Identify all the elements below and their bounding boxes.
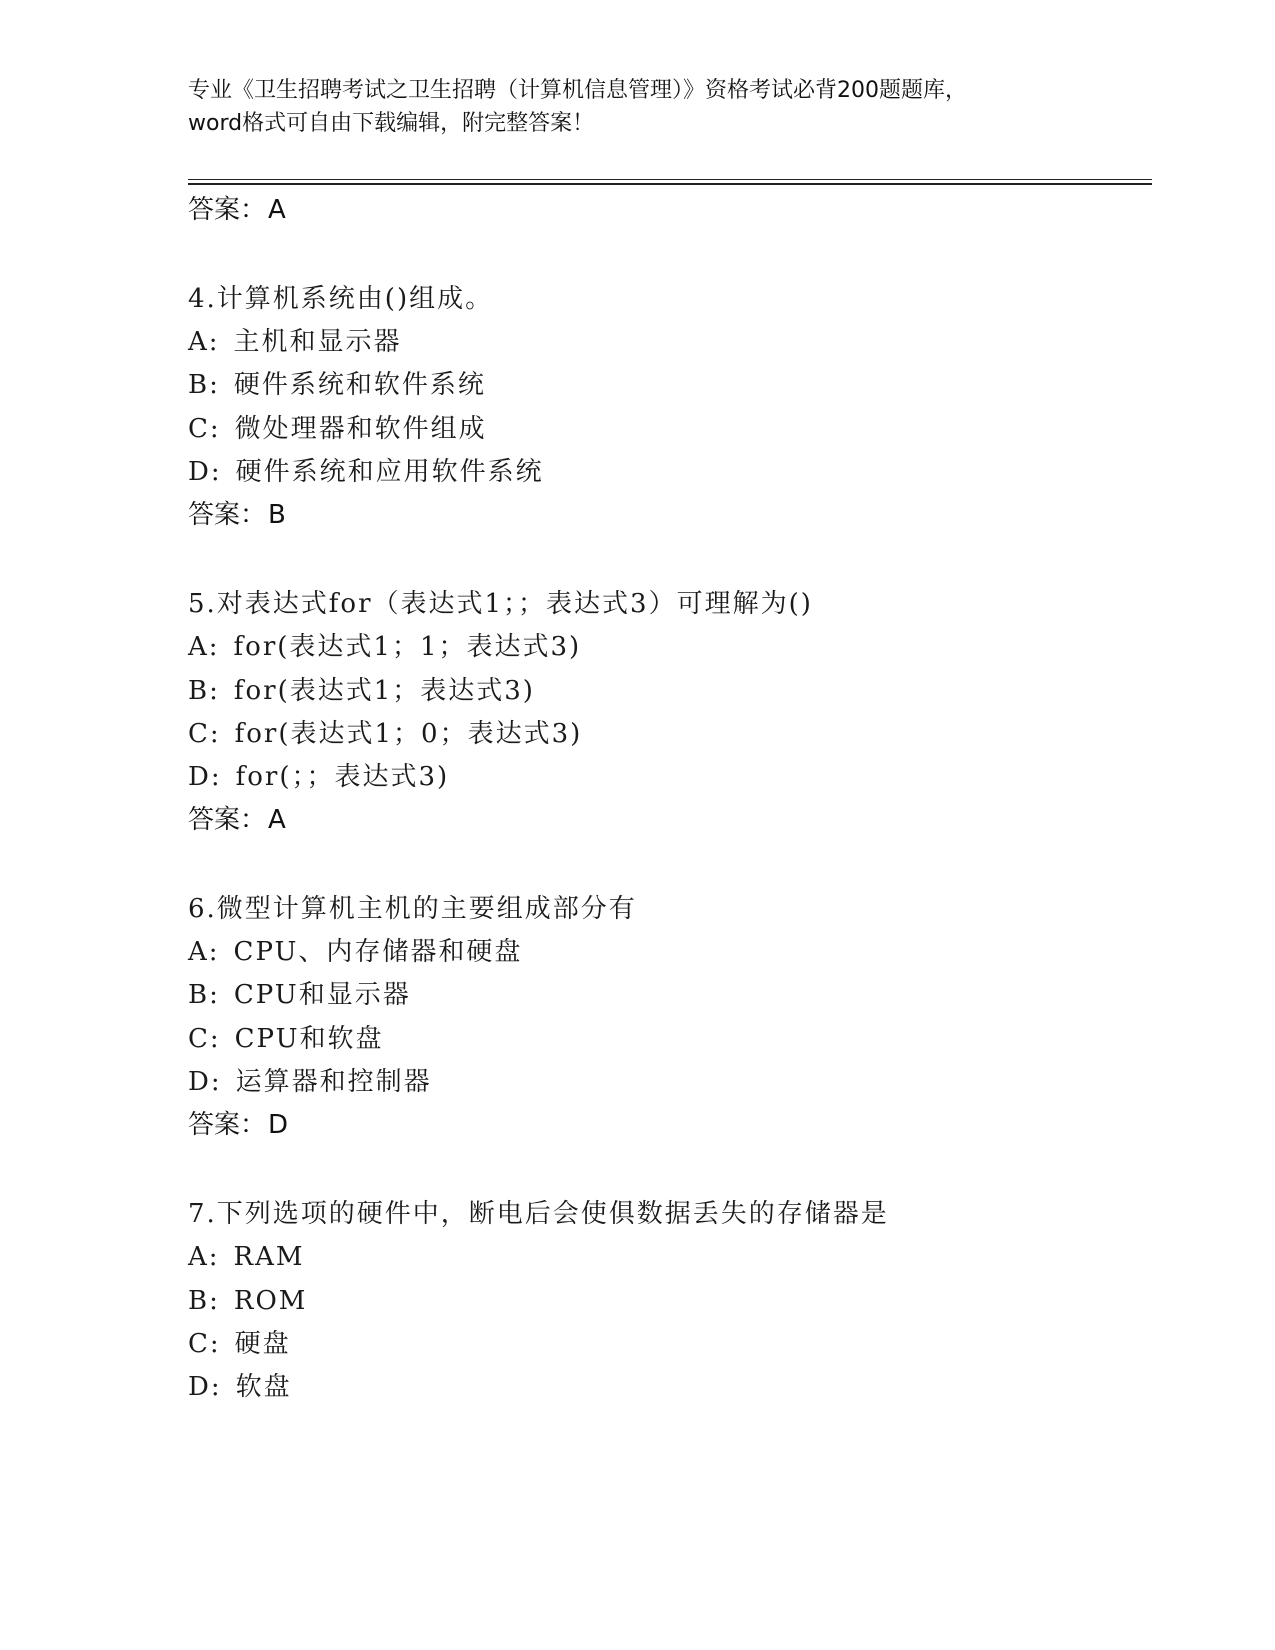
option-label: B: <box>188 1286 220 1316</box>
answer-line <box>188 1109 288 1141</box>
option-label: A: <box>188 632 220 662</box>
option-text: ROM <box>233 1286 308 1316</box>
option-text: RAM <box>233 1242 305 1272</box>
option-text: for(表达式1；表达式3) <box>233 676 535 706</box>
option-label: D: <box>188 762 222 792</box>
answer-label: 答案： <box>188 805 267 835</box>
option-label: B: <box>188 370 220 400</box>
option-line <box>188 1371 292 1403</box>
option-text: for(表达式1；0；表达式3) <box>234 719 583 749</box>
header-line-1: 专业《卫生招聘考试之卫生招聘（计算机信息管理）》资格考试必背200题题库， <box>188 78 967 103</box>
answer-value: A <box>268 195 286 225</box>
answer-value: D <box>268 1110 289 1140</box>
option-text: CPU、内存储器和硬盘 <box>233 937 523 967</box>
header-divider-thin <box>188 179 1152 180</box>
answer-line <box>188 499 286 531</box>
option-text: CPU和显示器 <box>233 980 411 1010</box>
option-line <box>188 675 535 707</box>
header-divider-thick <box>188 183 1152 185</box>
answer-value: B <box>268 500 286 530</box>
option-text: 硬盘 <box>234 1329 291 1359</box>
option-line <box>188 1285 307 1317</box>
option-label: B: <box>188 980 220 1010</box>
option-text: 硬件系统和软件系统 <box>233 370 486 400</box>
answer-label: 答案： <box>188 1110 267 1140</box>
option-label: A: <box>188 327 220 357</box>
option-label: A: <box>188 937 220 967</box>
option-label: C: <box>188 1329 221 1359</box>
option-text: for(表达式1；1；表达式3) <box>233 632 582 662</box>
question-stem: 6.微型计算机主机的主要组成部分有 <box>188 894 637 924</box>
answer-line <box>188 804 286 836</box>
option-text: CPU和软盘 <box>234 1024 384 1054</box>
option-label: D: <box>188 1372 222 1402</box>
header-line-2: word格式可自由下载编辑，附完整答案！ <box>188 111 595 136</box>
option-line <box>188 631 581 663</box>
option-label: C: <box>188 719 221 749</box>
answer-label: 答案： <box>188 195 267 225</box>
option-label: C: <box>188 1024 221 1054</box>
option-text: 运算器和控制器 <box>235 1067 432 1097</box>
option-line <box>188 1066 432 1098</box>
option-label: D: <box>188 1067 222 1097</box>
question-stem: 4.计算机系统由()组成。 <box>188 284 494 314</box>
document-header <box>188 74 1088 140</box>
option-text: 微处理器和软件组成 <box>234 414 487 444</box>
option-text: 硬件系统和应用软件系统 <box>235 457 544 487</box>
answer-line <box>188 194 286 226</box>
option-line <box>188 369 486 401</box>
option-line <box>188 326 402 358</box>
option-line <box>188 979 411 1011</box>
option-text: for(；；表达式3) <box>235 762 450 792</box>
option-line <box>188 936 522 968</box>
option-line <box>188 1023 384 1055</box>
option-label: B: <box>188 676 220 706</box>
question-stem: 7.下列选项的硬件中，断电后会使俱数据丢失的存储器是 <box>188 1199 889 1229</box>
option-label: A: <box>188 1242 220 1272</box>
option-line <box>188 761 449 793</box>
option-text: 软盘 <box>235 1372 292 1402</box>
option-line <box>188 718 582 750</box>
option-line <box>188 413 487 445</box>
question-stem: 5.对表达式for（表达式1；；表达式3）可理解为() <box>188 589 813 619</box>
option-line <box>188 1328 291 1360</box>
answer-label: 答案： <box>188 500 267 530</box>
option-line <box>188 1241 305 1273</box>
answer-value: A <box>268 805 286 835</box>
option-label: C: <box>188 414 221 444</box>
option-line <box>188 456 544 488</box>
option-text: 主机和显示器 <box>233 327 402 357</box>
option-label: D: <box>188 457 222 487</box>
